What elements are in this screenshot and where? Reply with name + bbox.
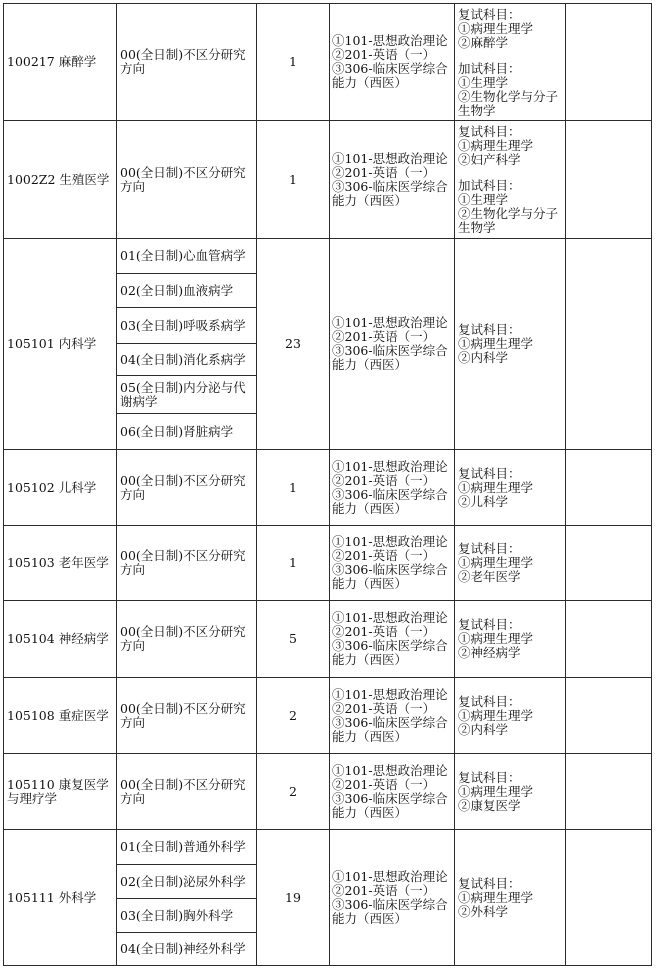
enrollment-count: 5	[257, 601, 330, 678]
major-cell: 105110 康复医学与理疗学	[4, 754, 117, 830]
admission-table	[3, 3, 652, 966]
retest-cell: 复试科目： ①病理生理学 ②神经病学	[455, 601, 566, 678]
note-cell	[566, 450, 652, 526]
direction-cell: 00(全日制)不区分研究方向	[117, 450, 257, 526]
exam-subjects-cell: ①101-思想政治理论 ②201-英语（一） ③306-临床医学综合能力（西医）	[330, 450, 455, 526]
note-cell	[566, 830, 652, 966]
direction-cell: 04(全日制)神经外科学	[117, 933, 257, 966]
direction-cell: 00(全日制)不区分研究方向	[117, 4, 257, 121]
enrollment-count: 23	[257, 239, 330, 450]
major-cell: 105111 外科学	[4, 830, 117, 966]
enrollment-count: 1	[257, 526, 330, 601]
direction-cell: 00(全日制)不区分研究方向	[117, 526, 257, 601]
direction-cell: 00(全日制)不区分研究方向	[117, 754, 257, 830]
exam-subjects-cell: ①101-思想政治理论 ②201-英语（一） ③306-临床医学综合能力（西医）	[330, 239, 455, 450]
table-row	[4, 4, 652, 121]
exam-subjects-cell: ①101-思想政治理论 ②201-英语（一） ③306-临床医学综合能力（西医）	[330, 678, 455, 754]
note-cell	[566, 121, 652, 239]
table-row	[4, 239, 652, 274]
direction-cell: 00(全日制)不区分研究方向	[117, 678, 257, 754]
direction-cell: 04(全日制)消化系病学	[117, 344, 257, 376]
note-cell	[566, 526, 652, 601]
direction-cell: 06(全日制)肾脏病学	[117, 414, 257, 450]
exam-subjects-cell: ①101-思想政治理论 ②201-英语（一） ③306-临床医学综合能力（西医）	[330, 754, 455, 830]
direction-cell: 00(全日制)不区分研究方向	[117, 121, 257, 239]
enrollment-count: 19	[257, 830, 330, 966]
retest-cell: 复试科目： ①病理生理学 ②麻醉学 加试科目： ①生理学 ②生物化学与分子生物学	[455, 4, 566, 121]
table-row	[4, 678, 652, 754]
table-row	[4, 754, 652, 830]
exam-subjects-cell: ①101-思想政治理论 ②201-英语（一） ③306-临床医学综合能力（西医）	[330, 121, 455, 239]
note-cell	[566, 754, 652, 830]
table-row	[4, 830, 652, 865]
direction-cell: 03(全日制)胸外科学	[117, 899, 257, 933]
note-cell	[566, 4, 652, 121]
major-cell: 105102 儿科学	[4, 450, 117, 526]
retest-cell: 复试科目： ①病理生理学 ②内科学	[455, 678, 566, 754]
table-row	[4, 526, 652, 601]
retest-cell: 复试科目： ①病理生理学 ②妇产科学 加试科目： ①生理学 ②生物化学与分子生物学	[455, 121, 566, 239]
direction-cell: 05(全日制)内分泌与代谢病学	[117, 376, 257, 414]
direction-cell: 01(全日制)普通外科学	[117, 830, 257, 865]
direction-cell: 01(全日制)心血管病学	[117, 239, 257, 274]
enrollment-count: 1	[257, 4, 330, 121]
major-cell: 105108 重症医学	[4, 678, 117, 754]
retest-cell: 复试科目： ①病理生理学 ②康复医学	[455, 754, 566, 830]
note-cell	[566, 601, 652, 678]
retest-cell: 复试科目： ①病理生理学 ②儿科学	[455, 450, 566, 526]
note-cell	[566, 239, 652, 450]
major-cell: 105103 老年医学	[4, 526, 117, 601]
enrollment-count: 1	[257, 450, 330, 526]
major-cell: 100217 麻醉学	[4, 4, 117, 121]
table-row	[4, 450, 652, 526]
exam-subjects-cell: ①101-思想政治理论 ②201-英语（一） ③306-临床医学综合能力（西医）	[330, 4, 455, 121]
retest-cell: 复试科目： ①病理生理学 ②老年医学	[455, 526, 566, 601]
major-cell: 105101 内科学	[4, 239, 117, 450]
exam-subjects-cell: ①101-思想政治理论 ②201-英语（一） ③306-临床医学综合能力（西医）	[330, 601, 455, 678]
direction-cell: 02(全日制)泌尿外科学	[117, 865, 257, 899]
table-row	[4, 601, 652, 678]
enrollment-count: 2	[257, 754, 330, 830]
note-cell	[566, 678, 652, 754]
retest-cell: 复试科目： ①病理生理学 ②外科学	[455, 830, 566, 966]
retest-cell: 复试科目： ①病理生理学 ②内科学	[455, 239, 566, 450]
enrollment-count: 2	[257, 678, 330, 754]
major-cell: 105104 神经病学	[4, 601, 117, 678]
direction-cell: 00(全日制)不区分研究方向	[117, 601, 257, 678]
exam-subjects-cell: ①101-思想政治理论 ②201-英语（一） ③306-临床医学综合能力（西医）	[330, 526, 455, 601]
major-cell: 1002Z2 生殖医学	[4, 121, 117, 239]
direction-cell: 02(全日制)血液病学	[117, 274, 257, 308]
exam-subjects-cell: ①101-思想政治理论 ②201-英语（一） ③306-临床医学综合能力（西医）	[330, 830, 455, 966]
enrollment-count: 1	[257, 121, 330, 239]
direction-cell: 03(全日制)呼吸系病学	[117, 308, 257, 344]
table-row	[4, 121, 652, 239]
